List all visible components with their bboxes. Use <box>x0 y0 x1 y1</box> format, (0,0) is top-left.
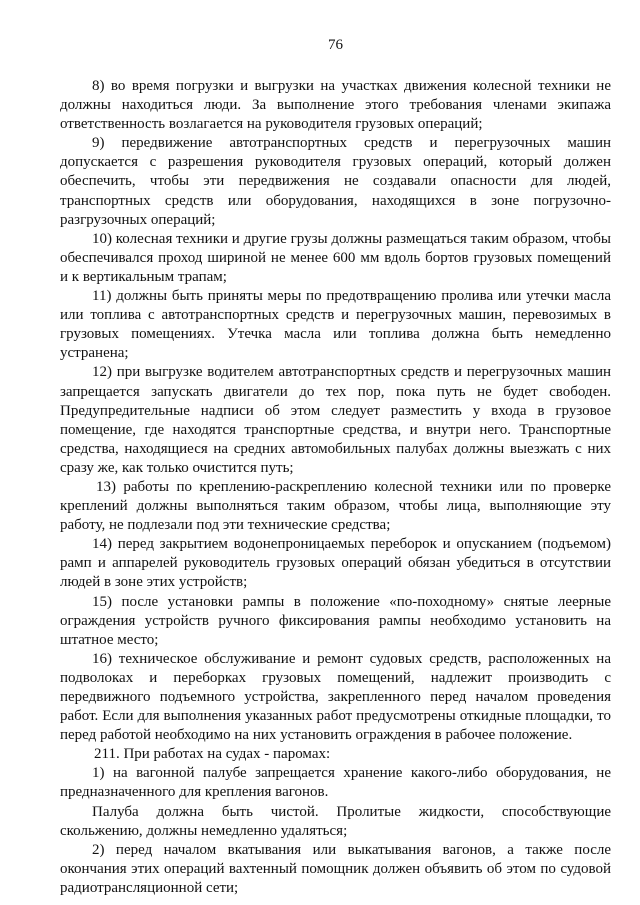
paragraph-211-item-2: 2) перед началом вкатывания или выкатывания вагонов, а также после окончания этих операций вахтенный помощник должен объявить об этом по судовой радиотрансляционной сети; <box>60 841 611 896</box>
section-211-heading: 211. При работах на судах - паромах: <box>94 746 331 763</box>
paragraph-item-14: 14) перед закрытием водонепроницаемых переборок и опусканием (подъемом) рамп и аппарелей руководитель грузовых операций обязан убедиться в отсутствии людей в зоне этих устройств; <box>60 536 611 591</box>
paragraph-item-16: 16) техническое обслуживание и ремонт судовых средств, расположенных на подволоках и переборках грузовых помещений, надлежит производить с передвижного подъемного устройства, закрепленного перед началом проведения работ. Если для выполнения указанных работ предусмотрены откидные площадки, то перед работой необходимо на них установить ограждения в рабочее положение. <box>60 650 611 744</box>
paragraph-item-12: 12) при выгрузке водителем автотранспортных средств и перегрузочных машин запрещается запускать двигатели до тех пор, пока путь не будет свободен. Предупредительные надписи об этом следует разместить у входа в грузовое помещение, где находятся транспортные средства, и внутри него. Транспортные средства, находящиеся на средних автомобильных палубах должны выезжать с них сразу же, как только очистится путь; <box>60 364 611 476</box>
paragraph-item-13: 13) работы по креплению-раскреплению колесной техники или по проверке креплений должны выполняться таким образом, чтобы лица, выполняющие эту работу, не подлезали под эти технические средства; <box>60 478 611 534</box>
document-page <box>60 36 611 898</box>
paragraph-item-15: 15) после установки рампы в положение «по-походному» снятые леерные ограждения устройств ручного фиксирования рампы необходимо установить на штатное место; <box>60 593 611 648</box>
paragraph-211-item-1: 1) на вагонной палубе запрещается хранение какого-либо оборудования, не предназначенного для крепления вагонов. <box>60 765 611 801</box>
paragraph-item-10: 10) колесная техники и другие грузы должны размещаться таким образом, чтобы обеспечивался проход шириной не менее 600 мм вдоль бортов грузовых помещений и к вертикальным трапам; <box>60 230 611 285</box>
paragraph-item-9: 9) передвижение автотранспортных средств и перегрузочных машин допускается с разрешения руководителя грузовых операций, который должен обеспечить, чтобы эти передвижения не создавали опасности для людей, транспортных средств или оборудования, находящихся в зоне погрузочно-разгрузочных операций; <box>60 135 611 228</box>
paragraph-item-8: 8) во время погрузки и выгрузки на участках движения колесной техники не должны находиться люди. За выполнение этого требования членами экипажа ответственность возлагается на руководителя грузовых операций; <box>60 78 611 133</box>
paragraph-deck-cleanliness: Палуба должна быть чистой. Пролитые жидкости, способствующие скольжению, должны немедленно удаляться; <box>60 803 611 839</box>
page-number: 76 <box>328 37 343 53</box>
paragraph-item-11: 11) должны быть приняты меры по предотвращению пролива или утечки масла или топлива с автотранспортных средств и перегрузочных машин, перевозимых в грузовых помещениях. Утечка масла или топлива должна быть немедленно устранена; <box>60 288 611 362</box>
